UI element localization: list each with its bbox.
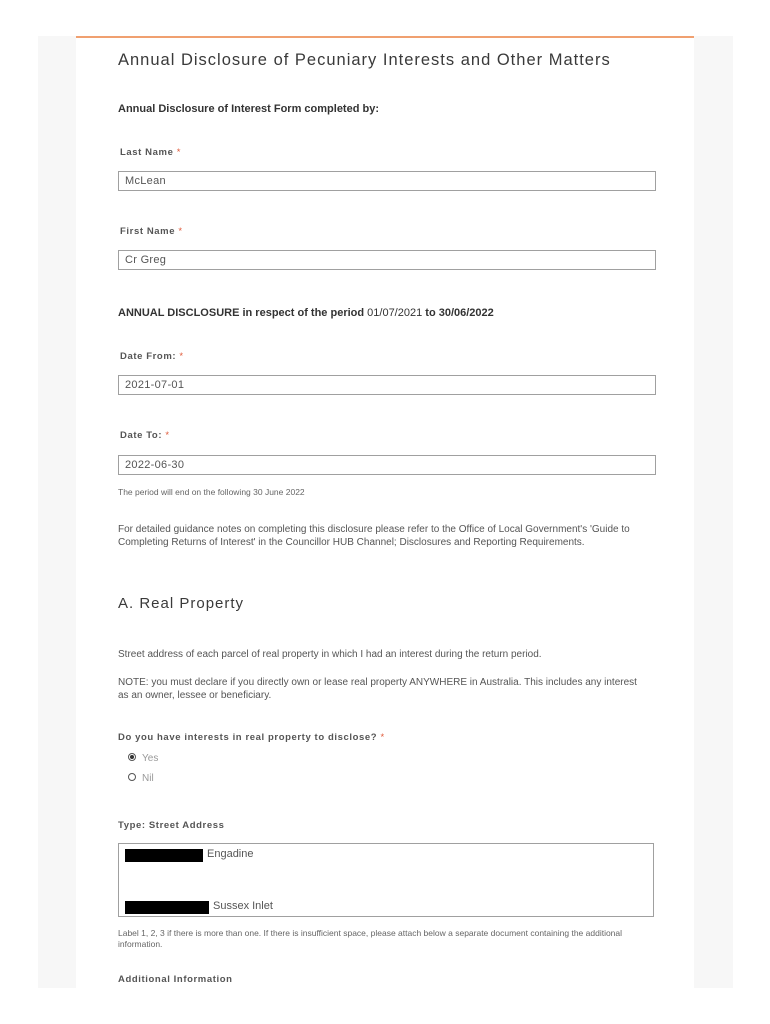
radio-unchecked-icon[interactable] [128, 773, 136, 781]
period-helper-text: The period will end on the following 30 June 2022 [118, 487, 305, 497]
address-line: Sussex Inlet [213, 900, 273, 912]
last-name-input[interactable]: McLean [118, 171, 656, 191]
date-from-input[interactable]: 2021-07-01 [118, 375, 656, 395]
street-address-label: Type: Street Address [118, 820, 225, 831]
date-to-input[interactable]: 2022-06-30 [118, 455, 656, 475]
last-name-label [120, 147, 181, 158]
required-marker: * [178, 226, 183, 237]
real-property-question-text: Do you have interests in real property to disclose? [118, 732, 378, 743]
real-property-note: NOTE: you must declare if you directly own or lease real property ANYWHERE in Australia. This includes any interest as an owner, lessee or beneficiary. [118, 677, 637, 701]
date-to-label-text: Date To: [120, 430, 163, 441]
guidance-text: For detailed guidance notes on completing this disclosure please refer to the Office of Local Government's 'Guide to Completing Returns of Interest' in the Councillor HUB Channel; Disclosures and Reporting Requirements. [118, 524, 630, 548]
real-property-intro: Street address of each parcel of real property in which I had an interest during the return period. [118, 649, 542, 660]
radio-option-nil[interactable] [128, 773, 154, 784]
redacted-block [125, 901, 209, 914]
period-heading-to: 30/06/2022 [438, 307, 494, 319]
date-from-label-text: Date From: [120, 351, 177, 362]
required-marker: * [165, 430, 170, 441]
required-marker: * [176, 147, 182, 158]
period-heading-middle: to [422, 307, 439, 319]
street-address-textarea[interactable] [118, 843, 654, 917]
disclosure-form [76, 36, 694, 990]
completed-by-heading: Annual Disclosure of Interest Form completed by: [118, 103, 379, 115]
redacted-block [125, 849, 203, 862]
radio-option-label: Yes [142, 753, 159, 764]
first-name-input[interactable]: Cr Greg [118, 250, 656, 270]
radio-option-yes[interactable] [128, 753, 158, 764]
period-heading-from: 01/07/2021 [367, 307, 423, 319]
address-helper-text: Label 1, 2, 3 if there is more than one. If there is insufficient space, please attach below a separate document containing the additional information. [118, 928, 623, 949]
additional-info-label: Additional Information [118, 974, 233, 985]
first-name-label-text: First Name [120, 226, 176, 237]
date-from-label [120, 351, 184, 362]
required-marker: * [380, 732, 385, 743]
period-heading [118, 307, 494, 319]
radio-option-label: Nil [142, 773, 154, 784]
first-name-label [120, 226, 183, 237]
date-to-label [120, 430, 170, 441]
real-property-question-label [118, 732, 385, 743]
form-title: Annual Disclosure of Pecuniary Interests and Other Matters [118, 51, 611, 69]
required-marker: * [179, 351, 184, 362]
radio-checked-icon[interactable] [128, 753, 136, 761]
section-title-real-property: A. Real Property [118, 595, 245, 612]
last-name-label-text: Last Name [120, 147, 174, 158]
address-line: Engadine [207, 848, 254, 860]
period-heading-prefix: ANNUAL DISCLOSURE in respect of the period [118, 307, 368, 319]
